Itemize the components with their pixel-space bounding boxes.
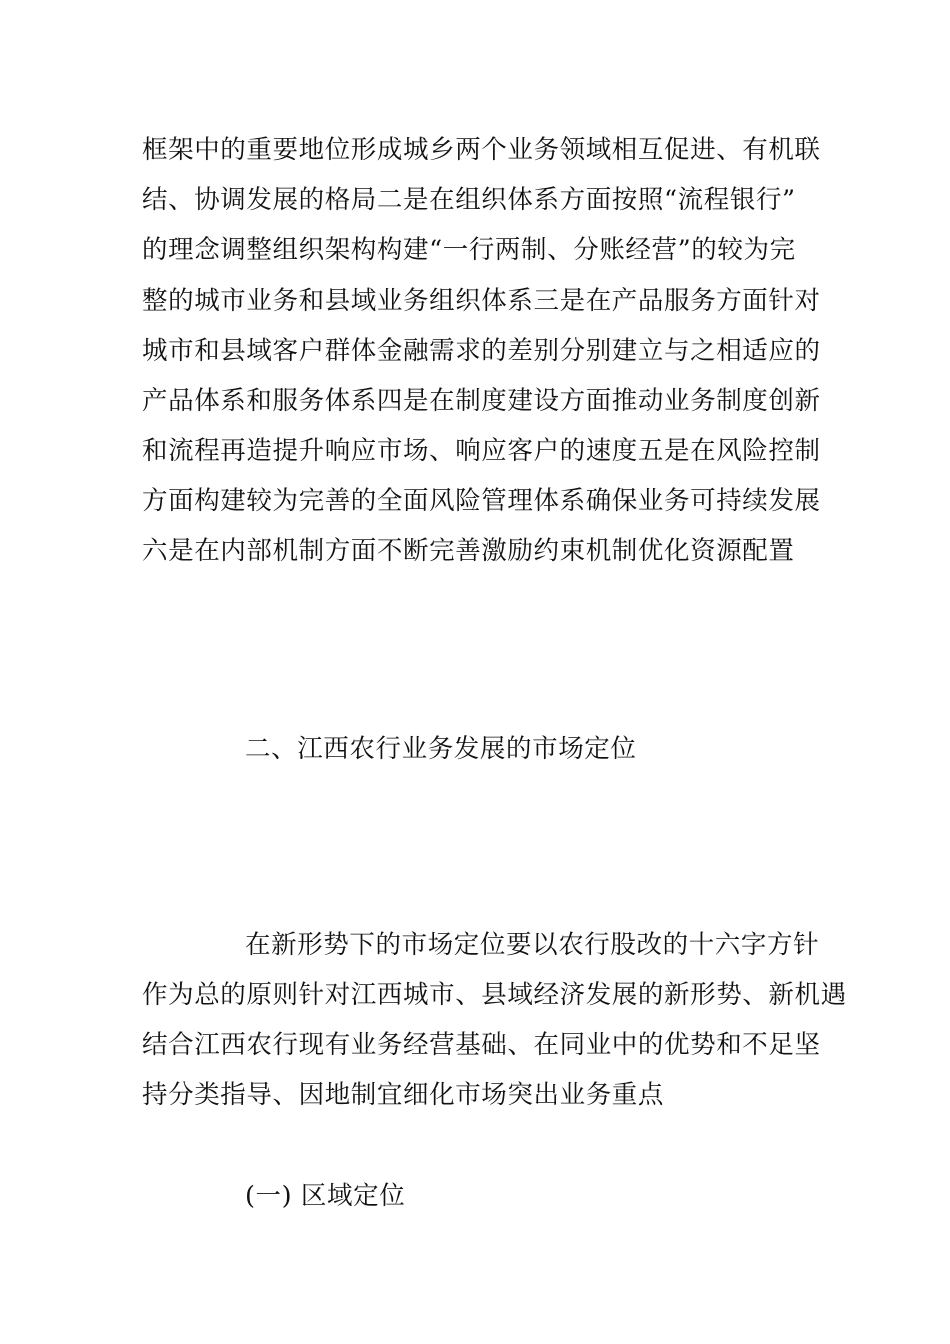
paragraph-line: 六是在内部机制方面不断完善激励约束机制优化资源配置: [142, 536, 795, 566]
paragraph-line: 作为总的原则针对江西城市、县域经济发展的新形势、新机遇: [142, 980, 847, 1010]
section-heading: 二、江西农行业务发展的市场定位: [245, 734, 637, 764]
paragraph-line: 框架中的重要地位形成城乡两个业务领域相互促进、有机联: [142, 135, 821, 165]
subsection-heading: (一) 区域定位: [245, 1181, 406, 1211]
paragraph-line: 在新形势下的市场定位要以农行股改的十六字方针: [245, 930, 820, 960]
paragraph-line: 的理念调整组织架构构建“一行两制、分账经营”的较为完: [142, 235, 796, 265]
paragraph-line: 和流程再造提升响应市场、响应客户的速度五是在风险控制: [142, 436, 821, 466]
paragraph-line: 结合江西农行现有业务经营基础、在同业中的优势和不足坚: [142, 1030, 821, 1060]
paragraph-line: 整的城市业务和县域业务组织体系三是在产品服务方面针对: [142, 286, 821, 316]
paragraph-line: 结、协调发展的格局二是在组织体系方面按照“流程银行”: [142, 185, 796, 215]
paragraph-line: 城市和县域客户群体金融需求的差别分别建立与之相适应的: [142, 336, 821, 366]
paragraph-line: 产品体系和服务体系四是在制度建设方面推动业务制度创新: [142, 386, 821, 416]
paragraph-line: 方面构建较为完善的全面风险管理体系确保业务可持续发展: [142, 486, 821, 516]
paragraph-line: 持分类指导、因地制宜细化市场突出业务重点: [142, 1080, 665, 1110]
